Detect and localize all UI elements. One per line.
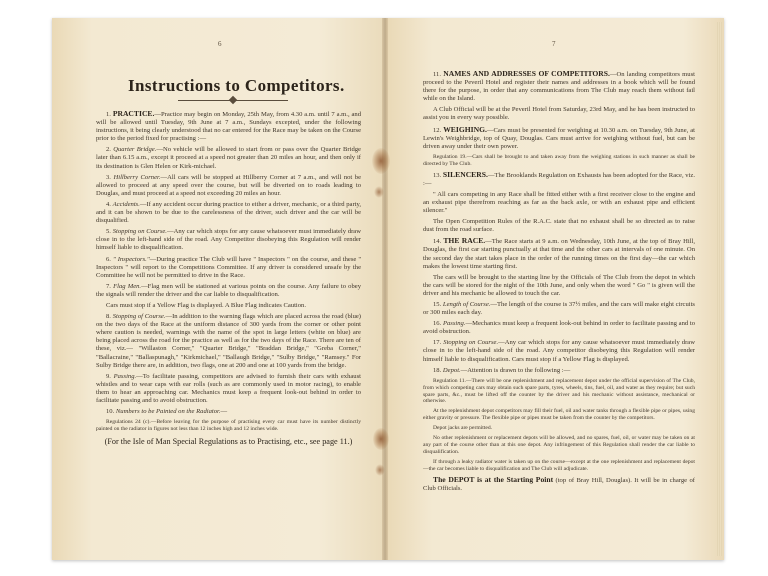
section-number: 5. <box>106 228 111 236</box>
section-body: (top of Bray Hill, Douglas). It will be in charge of Club Officials. <box>423 476 695 492</box>
section-body: —Any car which stops for any cause whatsoever must immediately draw close in to the left-hand side of the road. Any competitor disobeying this Regulation will render himself liable to disqualification. Cars must stop if a Yellow Flag is displayed. <box>423 339 695 363</box>
section-number: 17. <box>433 339 442 347</box>
section-body: Regulation 11.—There will be one replenishment and replacement depot under the official supervision of The Club, from which competing cars may obtain such spare parts, tyres, wheels, tins, fuel, oil, and water as they require; but such spare parts, &c., must be lifted off the counter by the driver and his mechanic without assistance, mechanical or otherwise. <box>423 377 695 405</box>
section-paragraph <box>423 154 695 168</box>
section-paragraph <box>96 419 361 433</box>
section-paragraph <box>96 146 361 170</box>
section-paragraph <box>423 171 695 188</box>
section-title: Passing. <box>442 320 466 328</box>
section-title: PRACTICE. <box>112 109 155 118</box>
section-body: —Mechanics must keep a frequent look-out behind in order to facilitate passing and to avoid obstruction. <box>423 320 695 336</box>
section-paragraph <box>96 283 361 299</box>
section-paragraph <box>96 302 361 310</box>
section-paragraph <box>423 408 695 422</box>
section-paragraph <box>423 425 695 432</box>
section-body: If through a leaky radiator water is taken up on the course—except at the one replenishment and replacement depot—the car becomes liable to disqualification and The Club will adjudicate. <box>423 458 695 472</box>
section-title: Stopping on Course. <box>443 339 499 347</box>
section-number: 1. <box>106 111 111 118</box>
booklet-spine <box>382 18 388 560</box>
section-body: —Attention is drawn to the following :— <box>460 366 571 374</box>
section-number: 7. <box>106 282 111 290</box>
section-paragraph <box>96 110 361 143</box>
section-title: WEIGHING. <box>443 124 487 134</box>
section-paragraph <box>423 191 695 215</box>
section-body: —Any car which stops for any cause whatsoever must immediately draw close in to the left-hand side of the road. Any Competitor disobeying this Regulation will render himself liable to disqualification. <box>96 228 361 252</box>
section-body: " All cars competing in any Race shall be fitted either with a first receiver close to the engine and an exhaust pipe therefrom reaching as far as the back axle, or with an exhaust pipe and efficient silencer." <box>423 190 695 215</box>
section-paragraph <box>423 274 695 298</box>
section-body: The Open Competition Rules of the R.A.C. state that no exhaust shall be so directed as to raise dust from the road surface. <box>423 218 695 234</box>
section-number: 10. <box>106 408 115 416</box>
section-title: NAMES AND ADDRESSES OF COMPETITORS. <box>443 69 610 78</box>
section-title: Flag Men. <box>113 282 142 290</box>
section-paragraph <box>423 301 695 317</box>
section-title: SILENCERS. <box>442 169 488 179</box>
section-body: —To facilitate passing, competitors are advised to furnish their cars with exhaust whistles and to wear caps with ear rolls (such as are commonly used in motor racing), to enable them to hear an approaching car. Mechanics must keep a frequent look-out behind in order to facilitate passing and to avoid obstruction. <box>96 372 361 404</box>
section-body: —Cars must be presented for weighing at 10.30 a.m. on Tuesday, 9th June, at Lewin's Weighbridge, top of Quay, Douglas. Cars must arrive for weighing without fuel, but can be driven away under their own power. <box>423 126 695 150</box>
section-paragraph <box>423 320 695 336</box>
section-title: Stopping on Course. <box>112 228 167 236</box>
section-title: " Inspectors." <box>112 255 150 263</box>
section-body: —During practice The Club will have " Inspectors " on the course, and these " Inspectors " will report to the Competitions Committee. If any driver is considered unsafe by the Committee he will not be permitted to drive in the Race. <box>96 255 362 279</box>
section-body: Regulations 24 (c).—Before leaving for the purpose of practising every car must have its number distinctly painted on the radiator in figures not less than 12 inches high and 12 inches wide. <box>96 419 361 433</box>
rust-stain <box>373 428 389 450</box>
section-body: —All cars will be stopped at Hillberry Corner at 7 a.m., and will not be allowed to proceed at any speed over the course, but will be diverted on to roads leading to Douglas, and must proceed at a speed not exceeding 20 miles an hour. <box>96 173 361 197</box>
section-title: Passing. <box>113 372 137 380</box>
section-paragraph <box>96 174 361 198</box>
rust-stain <box>375 464 385 476</box>
left-column <box>96 110 361 540</box>
section-number: 8. <box>106 313 111 321</box>
section-body: The cars will be brought to the starting line by the Officials of The Club from the depot in which the cars will be stored for the night of the 10th June, and only when the word " Go " is given will the driver and his mechanic be allowed to touch the car. <box>423 273 695 297</box>
section-title: Numbers to be Painted on the Radiator. <box>115 408 221 416</box>
section-body: —Flag men will be stationed at various points on the course. Any failure to obey the signals will render the driver and the car liable to disqualification. <box>96 282 361 298</box>
section-body: Cars must stop if a Yellow Flag is displayed. A Blue Flag indicates Caution. <box>106 301 307 309</box>
section-paragraph <box>423 126 695 151</box>
section-paragraph <box>96 408 361 416</box>
section-title: Hillberry Corner. <box>113 173 161 181</box>
section-paragraph <box>96 228 361 252</box>
section-paragraph <box>423 106 695 122</box>
section-title: Length of Course. <box>442 300 491 308</box>
section-title: Quarter Bridge. <box>113 146 157 154</box>
section-number: 18. <box>433 366 442 374</box>
section-body: —In addition to the warning flags which are placed across the road (blue) on the two days of the Race at the uniform distance of 300 yards from the corner or other point where caution is needed, warnings with the name of the spot in large letters (white on blue) are being placed across the road for the practice as well as for the two days of the Race. There are ten of these, viz.— "Willaston Corner," "Quarter Bridge," "Braddan Bridge," "Greba Corner," "Ballacraine," "Ballaspunagh," "Kirkmichael," "Ballaugh Bridge," "Sulby Bridge," "Ramsey." For Sulby Bridge there are, in addition, two flags, one at 200 and one at 100 yards from the bridge. <box>96 313 362 369</box>
section-body: —The Brooklands Regulation on Exhausts has been adopted for the Race, viz. :— <box>423 171 695 187</box>
section-number: 4. <box>106 200 111 208</box>
section-body: —The Race starts at 9 a.m. on Wednesday, 10th June, at the top of Bray Hill, Douglas, the first car starting punctually at that time and the other cars at intervals of one minute. On the second day the start takes place in the order of the running times on the first day—the car which makes the lowest time starting first. <box>423 238 695 270</box>
section-number: 15. <box>433 300 442 308</box>
section-paragraph <box>96 256 361 280</box>
section-paragraph <box>423 70 695 103</box>
section-title: Depot. <box>442 366 461 374</box>
section-body: Depot jacks are permitted. <box>433 425 493 432</box>
section-title: THE RACE. <box>443 236 486 246</box>
right-column <box>423 70 695 540</box>
section-paragraph <box>423 459 695 473</box>
section-title: Accidents. <box>112 200 140 208</box>
section-paragraph <box>423 237 695 270</box>
section-body: No other replenishment or replacement depots will be allowed, and no spares, fuel, oil, or water may be taken on at any part of the course other than at this one depot. Any infringement of this Regulation shall render the car liable to disqualification. <box>423 435 695 455</box>
rust-stain <box>372 148 390 174</box>
section-body: A Club Official will be at the Peveril Hotel from Saturday, 23rd May, and he has been instructed to assist you in every way possible. <box>423 106 695 122</box>
section-number: 13. <box>433 171 442 179</box>
section-paragraph <box>96 313 361 370</box>
section-number: 6. <box>106 255 111 263</box>
section-paragraph <box>423 367 695 375</box>
section-body: —If any accident occur during practice to either a driver, mechanic, or a third party, and it can be shown to be due to the carelessness of the driver, such driver and the car will be disqualified. <box>96 200 361 225</box>
section-body: —No vehicle will be allowed to start from or pass over the Quarter Bridge later than 6.15 a.m., except it proceed at a speed not greater than 20 miles an hour, and then only if its destination is Glen Helen or Kirk-michael. <box>96 146 361 170</box>
page-number-left: 6 <box>218 40 222 48</box>
section-number: 14. <box>433 238 442 246</box>
section-paragraph <box>423 476 695 493</box>
section-number: 9. <box>106 372 111 380</box>
section-paragraph <box>423 378 695 406</box>
section-title: Stopping of Course. <box>112 313 166 321</box>
page-number-right: 7 <box>552 40 556 48</box>
section-paragraph <box>96 373 361 405</box>
section-body: —Practice may begin on Monday, 25th May, from 4.30 a.m. until 7 a.m., and will be allowed until Tuesday, 9th June at 7 a.m., Sundays excepted, under the following instructions, it being clearly understood that no car entered for the Race may be taken on the Course prior to the period fixed for practising :— <box>96 111 361 143</box>
section-paragraph <box>96 201 361 225</box>
section-title: The DEPOT is at the Starting Point <box>433 474 554 484</box>
section-body: At the replenishment depot competitors may fill their fuel, oil and water tanks through a flexible pipe or pipes, using either gravity or pressure. The flexible pipe or pipes must be taken from the counter by the competitors. <box>423 408 695 422</box>
section-number: 3. <box>106 173 111 181</box>
page-edges <box>716 22 722 556</box>
footer-note: (For the Isle of Man Special Regulations as to Practising, etc., see page 11.) <box>104 437 353 446</box>
section-body: — <box>220 408 228 416</box>
section-number: 16. <box>433 320 442 328</box>
section-paragraph <box>423 435 695 456</box>
section-paragraph <box>423 218 695 234</box>
page-heading: Instructions to Competitors. <box>128 76 345 95</box>
section-paragraph <box>423 339 695 363</box>
section-number: 2. <box>106 146 111 154</box>
section-number: 11. <box>433 71 441 78</box>
section-number: 12. <box>433 126 442 134</box>
section-body: Regulation 19.—Cars shall be brought to and taken away from the weighing stations in such manner as shall be directed by The Club. <box>423 153 695 167</box>
rust-stain <box>374 186 384 198</box>
section-body: —The length of the course is 37½ miles, and the cars will make eight circuits or 300 miles each day. <box>423 300 695 317</box>
section-body: —On landing competitors must proceed to the Peveril Hotel and register their names and addresses in a book which will be found there for the purpose, in order that any communications from The Club may reach them without fail while on the Island. <box>423 71 695 103</box>
